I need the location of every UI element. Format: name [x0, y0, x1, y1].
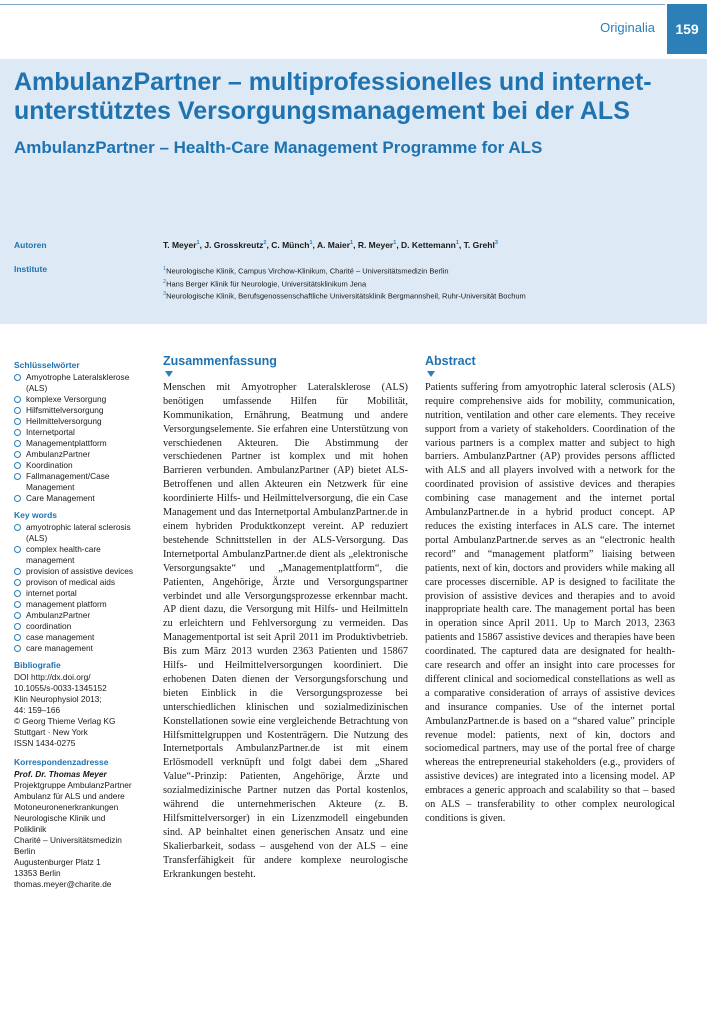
correspondence-line: 13353 Berlin [14, 868, 61, 878]
keyword-text: Managementplattform [26, 438, 107, 448]
correspondence-line: Projektgruppe AmbulanzPartner [14, 780, 132, 790]
keyword-text: provision of assistive devices [26, 566, 133, 576]
bullet-icon [14, 645, 21, 652]
keyword-text: Amyotrophe Lateralsklerose [26, 372, 130, 382]
correspondence-line: Berlin [14, 846, 36, 856]
abstract-german-heading: Zusammenfassung [163, 354, 277, 368]
keyword-text: coordination [26, 621, 72, 631]
institute-name: Neurologische Klinik, Berufsgenossenschaftliche Universitätsklinik Bergmannsheil, Ruhr-Universität Bochum [166, 291, 526, 301]
keyword-item [14, 449, 154, 460]
abstract-english-heading: Abstract [425, 354, 476, 368]
keyword-item [14, 522, 154, 544]
keyword-text: Fallmanagement/Case [26, 471, 110, 481]
author-name: R. Meyer [357, 240, 394, 250]
bullet-icon [14, 429, 21, 436]
bullet-icon [14, 440, 21, 447]
correspondence-line: thomas.meyer@charite.de [14, 879, 112, 889]
author-name: T. Meyer [163, 240, 197, 250]
abstract-german [163, 355, 408, 882]
institute-number: 3 [163, 291, 167, 297]
institute-item [163, 264, 698, 277]
top-rule [0, 4, 665, 5]
author-affiliation-number: 1 [196, 240, 200, 247]
bullet-icon [14, 546, 21, 553]
keyword-item [14, 372, 154, 394]
keyword-text: Internetportal [26, 427, 75, 437]
keyword-item [14, 566, 154, 577]
keyword-text: management platform [26, 599, 107, 609]
abstract-english-text: Patients suffering from amyotrophic lateral sclerosis (ALS) require comprehensive aids for mobility, communication, nutrition, ventilation and other care elements. They receive support from a variety of stakeholders. Coordination of the various partners is a complex matter and subject to high barriers. AmbulanzPartner (AP) provides persons afflicted with ALS and all players involved with a network for the coordinated provision of assistive devices and therapies combining case management and the internet portal AmbulanzPartner.de in a hybrid product concept. AP reduces the existing interfaces in ALS care. The internet portal AmbulanzPartner.de serves as an “electronic health record” and “management platform” liaising between patients, next of kin, doctors and providers while making all care processes discernible. AP is designed to facilitate the provision of assistive devices and therapies and to avoid inappropriate health care. The management portal has been in operation since April 2011. Up to March 2013, 2363 patients and 15867 assistive devices and therapies have been coordinated. The captured data are designated for health-care research and offer an insight into care processes for different clinical and sociomedical constellations as well as a comparative consideration of arrays of assistive devices and insurance companies. Use of the internet portal AmbulanzPartner.de is based on a “shared value” principle revenue model: patients, next of kin, doctors and sociomedical partners, may use of the portal free of charge whereas the entrepreneurial stakeholders (e.g., providers of assistive devices) are integrated into a licensing model. AP embraces a generic approach and scalability so that – based on ALS – transferability to other complex neurological conditions is given. [425, 381, 675, 824]
keyword-item [14, 438, 154, 449]
correspondence-line: Ambulanz für ALS und andere [14, 791, 125, 801]
keyword-item [14, 427, 154, 438]
institutes-label: Institute [14, 264, 48, 274]
keyword-item [14, 632, 154, 643]
bullet-icon [14, 524, 21, 531]
bullet-icon [14, 579, 21, 586]
institute-number: 1 [163, 266, 167, 272]
keyword-item [14, 460, 154, 471]
bibliography-line: ISSN 1434-0275 [14, 738, 76, 748]
correspondence-heading: Korrespondenzadresse [14, 757, 109, 767]
bullet-icon [14, 634, 21, 641]
bullet-icon [14, 418, 21, 425]
keyword-item [14, 643, 154, 654]
keyword-item [14, 394, 154, 405]
title-english: AmbulanzPartner – Health-Care Management Programme for ALS [14, 138, 543, 157]
keyword-text: (ALS) [26, 383, 48, 393]
author-list: T. Meyer$^1$, J. Grosskreutz$^2$, C. Münch$^1$, A. Maier$^1$, R. Meyer$^1$, D. Kettemann$^1$, T. Grehl$^3$ [163, 240, 498, 250]
correspondence-line: Neurologische Klinik und [14, 813, 106, 823]
institute-item [163, 289, 698, 302]
bullet-icon [14, 462, 21, 469]
keyword-text: Hilfsmittelversorgung [26, 405, 104, 415]
bibliography-line: Stuttgart · New York [14, 727, 88, 737]
bullet-icon [14, 495, 21, 502]
keywords-en-list [14, 522, 154, 654]
bibliography-line: Klin Neurophysiol 2013; [14, 694, 102, 704]
bibliography-line: 10.1055/s-0033-1345152 [14, 683, 107, 693]
author-affiliation-number: 3 [494, 240, 498, 247]
author-name: C. Münch [271, 240, 310, 250]
bullet-icon [14, 568, 21, 575]
author-affiliation-number: 1 [350, 240, 354, 247]
author-affiliation-number: 2 [263, 240, 267, 247]
bullet-icon [14, 623, 21, 630]
author-affiliation-number: 1 [455, 240, 459, 247]
keyword-item [14, 416, 154, 427]
author-name: J. Grosskreutz [204, 240, 264, 250]
author-affiliation-number: 1 [393, 240, 397, 247]
arrow-down-icon [427, 371, 435, 377]
keyword-item [14, 588, 154, 599]
keyword-text: Management [26, 482, 75, 492]
institute-number: 2 [163, 278, 167, 285]
keyword-text: Koordination [26, 460, 73, 470]
correspondence-line: Motoneuronenerkrankungen [14, 802, 119, 812]
keyword-item [14, 493, 154, 504]
author-name: D. Kettemann [401, 240, 456, 250]
keywords-de-heading: Schlüsselwörter [14, 360, 80, 370]
keyword-text: internet portal [26, 588, 77, 598]
page-number: 159 [667, 4, 707, 54]
institute-list [163, 264, 698, 302]
abstract-english [425, 355, 675, 826]
bullet-icon [14, 407, 21, 414]
keyword-item [14, 405, 154, 416]
arrow-down-icon [165, 371, 173, 377]
abstract-german-text: Menschen mit Amyotropher Lateralsklerose (ALS) benötigen umfassende Hilfen für Mobilität, Kommunikation, Ernährung, Beatmung und andere Versorgungselemente. Sie erfahren eine Unterstützung von verschiedenen Akteuren. Die Abstimmung der verschiedenen Partner ist komplex und mit hohen Barrieren verbunden. AmbulanzPartner (AP) bietet ALS-Betroffenen und allen Akteuren ein Netzwerk für eine koordinierte Hilfs- und Heilmittelversorgung, die ein Case Management und das Internetportal AmbulanzPartner.de in einem hybriden Produktkonzept vereint. AP reduziert bestehende Schnittstellen in der ALS-Versorgung. Das Internetportal AmbulanzPartner.de dient als „elektronische Versorgungsakte“ und „Managementplattform“, die Patienten, Angehörige, Ärzte und Versorgungspartner verbindet und alle Versorgungsprozesse erkennbar macht. AP dient dazu, die Versorgung mit Hilfs- und Heilmitteln zu erleichtern und Fehlversorgung zu vermeiden. Das Managementportal ist seit April 2011 im Produktivbetrieb. Bis zum März 2013 wurden 2363 Patienten und 15867 Hilfs- und Heilmittelversorgungen koordiniert. Die erhobenen Daten dienen der Versorgungsforschung und bieten Einblick in die Versorgungsprozesse bei unterschiedlichen klinischen und sozialmedizinischen Konstellationen sowie eine vergleichende Betrachtung von Hilfsmittelgruppen und Kostenträgern. Die Nutzung des Internetportals AmbulanzPartner.de ist mit einem Erlösmodell verknüpft und folgt dabei dem „Shared Value“-Prinzip: Patienten, Angehörige, Ärzte und sozialmedizinische Partner nutzen das Portal kostenlos, während die unternehmerischen Akteure (z. B. Hilfsmittelversorger) in ein Lizenzmodell eingebunden sind. AP beinhaltet einen generischen Ansatz und eine Skalierbarkeit, sodass – ausgehend von der ALS – eine Transferfähigkeit für andere komplexe neurologische Erkrankungen besteht. [163, 381, 408, 880]
keyword-text: care management [26, 643, 93, 653]
author-affiliation-number: 1 [309, 240, 313, 247]
keyword-item [14, 577, 154, 588]
bibliography-line: 44: 159–166 [14, 705, 61, 715]
correspondence-name: Prof. Dr. Thomas Meyer [14, 769, 107, 779]
title-german: AmbulanzPartner – multiprofessionelles und internet-unterstütztes Versorgungsmanagement bei der ALS [14, 68, 652, 125]
keyword-item [14, 599, 154, 610]
bullet-icon [14, 374, 21, 381]
bullet-icon [14, 612, 21, 619]
institute-item [163, 277, 698, 290]
correspondence-address [14, 769, 154, 890]
keyword-item [14, 471, 154, 493]
correspondence-line: Augustenburger Platz 1 [14, 857, 101, 867]
keyword-item [14, 621, 154, 632]
authors-label: Autoren [14, 240, 47, 250]
institute-name: Hans Berger Klinik für Neurologie, Universitätsklinikum Jena [166, 279, 367, 288]
bibliography [14, 672, 154, 749]
keyword-text: complex health-care [26, 544, 101, 554]
keyword-text: komplexe Versorgung [26, 394, 107, 404]
sidebar [14, 360, 154, 890]
correspondence-line: Poliklinik [14, 824, 47, 834]
keyword-text: management [26, 555, 75, 565]
keyword-text: provison of medical aids [26, 577, 116, 587]
author-name: T. Grehl [463, 240, 495, 250]
keyword-item [14, 544, 154, 566]
correspondence-line: Charité – Universitätsmedizin [14, 835, 122, 845]
keyword-text: (ALS) [26, 533, 48, 543]
bibliography-heading: Bibliografie [14, 660, 61, 670]
keyword-text: Heilmittelversorgung [26, 416, 102, 426]
institute-name: Neurologische Klinik, Campus Virchow-Klinikum, Charité – Universitätsmedizin Berlin [166, 266, 449, 276]
keyword-text: amyotrophic lateral sclerosis [26, 522, 131, 532]
keyword-text: AmbulanzPartner [26, 449, 91, 459]
bullet-icon [14, 451, 21, 458]
keyword-text: Care Management [26, 493, 95, 503]
keywords-de-list [14, 372, 154, 504]
bullet-icon [14, 601, 21, 608]
author-name: A. Maier [316, 240, 351, 250]
keyword-item [14, 610, 154, 621]
keyword-text: case management [26, 632, 95, 642]
bibliography-line: © Georg Thieme Verlag KG [14, 716, 116, 726]
keywords-en-heading: Key words [14, 510, 57, 520]
keyword-text: AmbulanzPartner [26, 610, 91, 620]
bibliography-line: DOI http://dx.doi.org/ [14, 672, 91, 682]
bullet-icon [14, 590, 21, 597]
bullet-icon [14, 396, 21, 403]
bullet-icon [14, 473, 21, 480]
section-label: Originalia [600, 20, 655, 35]
